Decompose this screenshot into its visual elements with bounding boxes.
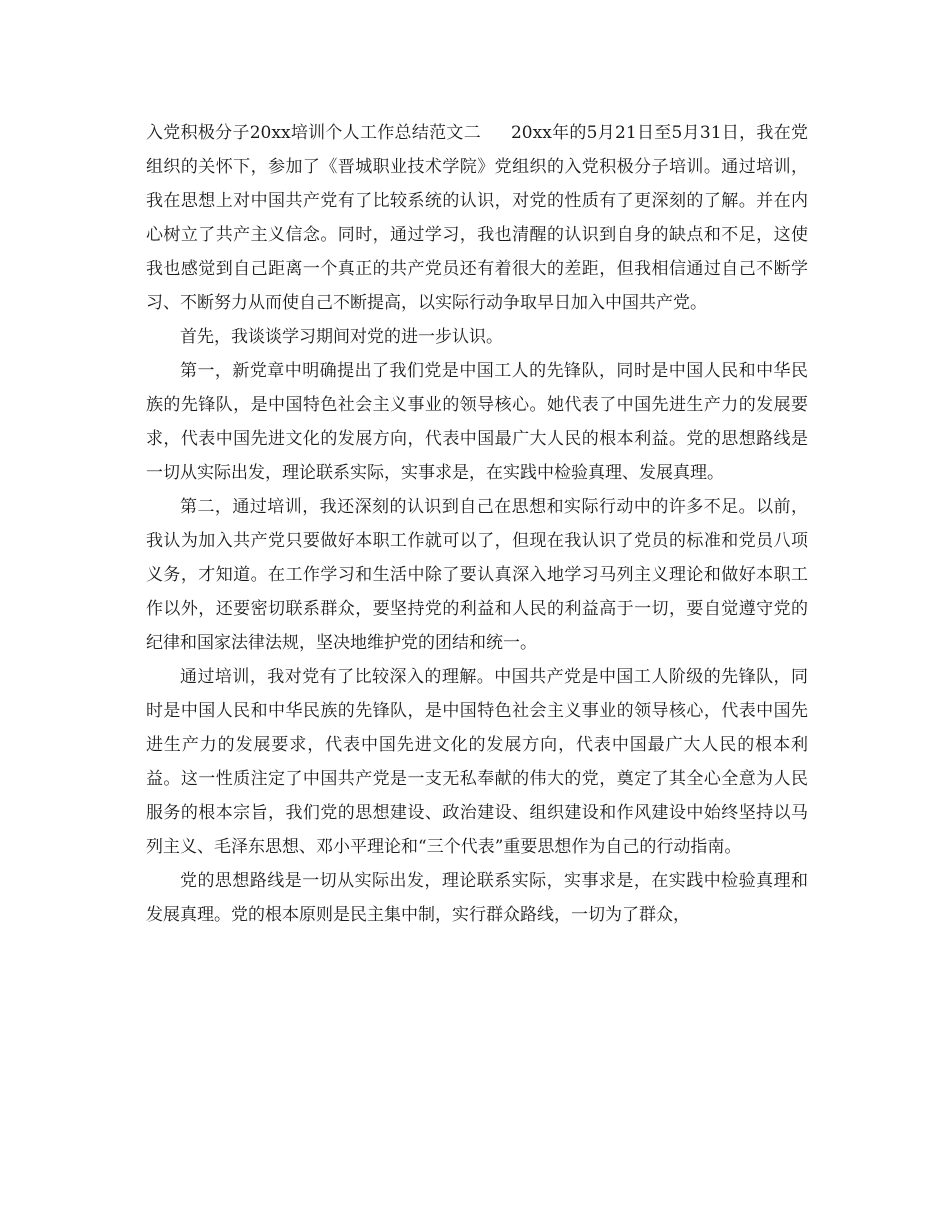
paragraph-6: 党的思想路线是一切从实际出发，理论联系实际，实事求是，在实践中检验真理和发展真理。党的根本原则是民主集中制，实行群众路线，一切为了群众， <box>146 871 808 925</box>
document-title: 入党积极分子20xx培训个人工作总结范文二 <box>146 123 481 143</box>
paragraph-3: 第一，新党章中明确提出了我们党是中国工人的先锋队，同时是中国人民和中华民族的先锋队，是中国特色社会主义事业的领导核心。她代表了中国先进生产力的发展要求，代表中国先进文化的发展方向，代表中国最广大人民的根本利益。党的思想路线是一切从实际出发，理论联系实际，实事求是，在实践中检验真理、发展真理。 <box>146 361 808 483</box>
intro-paragraph <box>146 116 808 320</box>
paragraph-5: 通过培训，我对党有了比较深入的理解。中国共产党是中国工人阶级的先锋队，同时是中国人民和中华民族的先锋队，是中国特色社会主义事业的领导核心，代表中国先进生产力的发展要求，代表中国先进文化的发展方向，代表中国最广大人民的根本利益。这一性质注定了中国共产党是一支无私奉献的伟大的党，奠定了其全心全意为人民服务的根本宗旨，我们党的思想建设、政治建设、组织建设和作风建设中始终坚持以马列主义、毛泽东思想、邓小平理论和“三个代表”重要思想作为自己的行动指南。 <box>146 667 808 857</box>
document-body <box>146 116 808 932</box>
paragraph-1: 20xx年的5月21日至5月31日，我在党组织的关怀下，参加了《晋城职业技术学院》党组织的入党积极分子培训。通过培训，我在思想上对中国共产党有了比较系统的认识，对党的性质有了更深刻的了解。并在内心树立了共产主义信念。同时，通过学习，我也清醒的认识到自身的缺点和不足，这使我也感觉到自己距离一个真正的共产党员还有着很大的差距，但我相信通过自己不断学习、不断努力从而使自己不断提高，以实际行动争取早日加入中国共产党。 <box>146 123 808 313</box>
paragraph-4: 第二，通过培训，我还深刻的认识到自己在思想和实际行动中的许多不足。以前，我认为加入共产党只要做好本职工作就可以了，但现在我认识了党员的标准和党员八项义务，才知道。在工作学习和生活中除了要认真深入地学习马列主义理论和做好本职工作以外，还要密切联系群众，要坚持党的利益和人民的利益高于一切，要自觉遵守党的纪律和国家法律法规，坚决地维护党的团结和统一。 <box>146 497 808 653</box>
paragraph-2: 首先，我谈谈学习期间对党的进一步认识。 <box>180 327 503 347</box>
